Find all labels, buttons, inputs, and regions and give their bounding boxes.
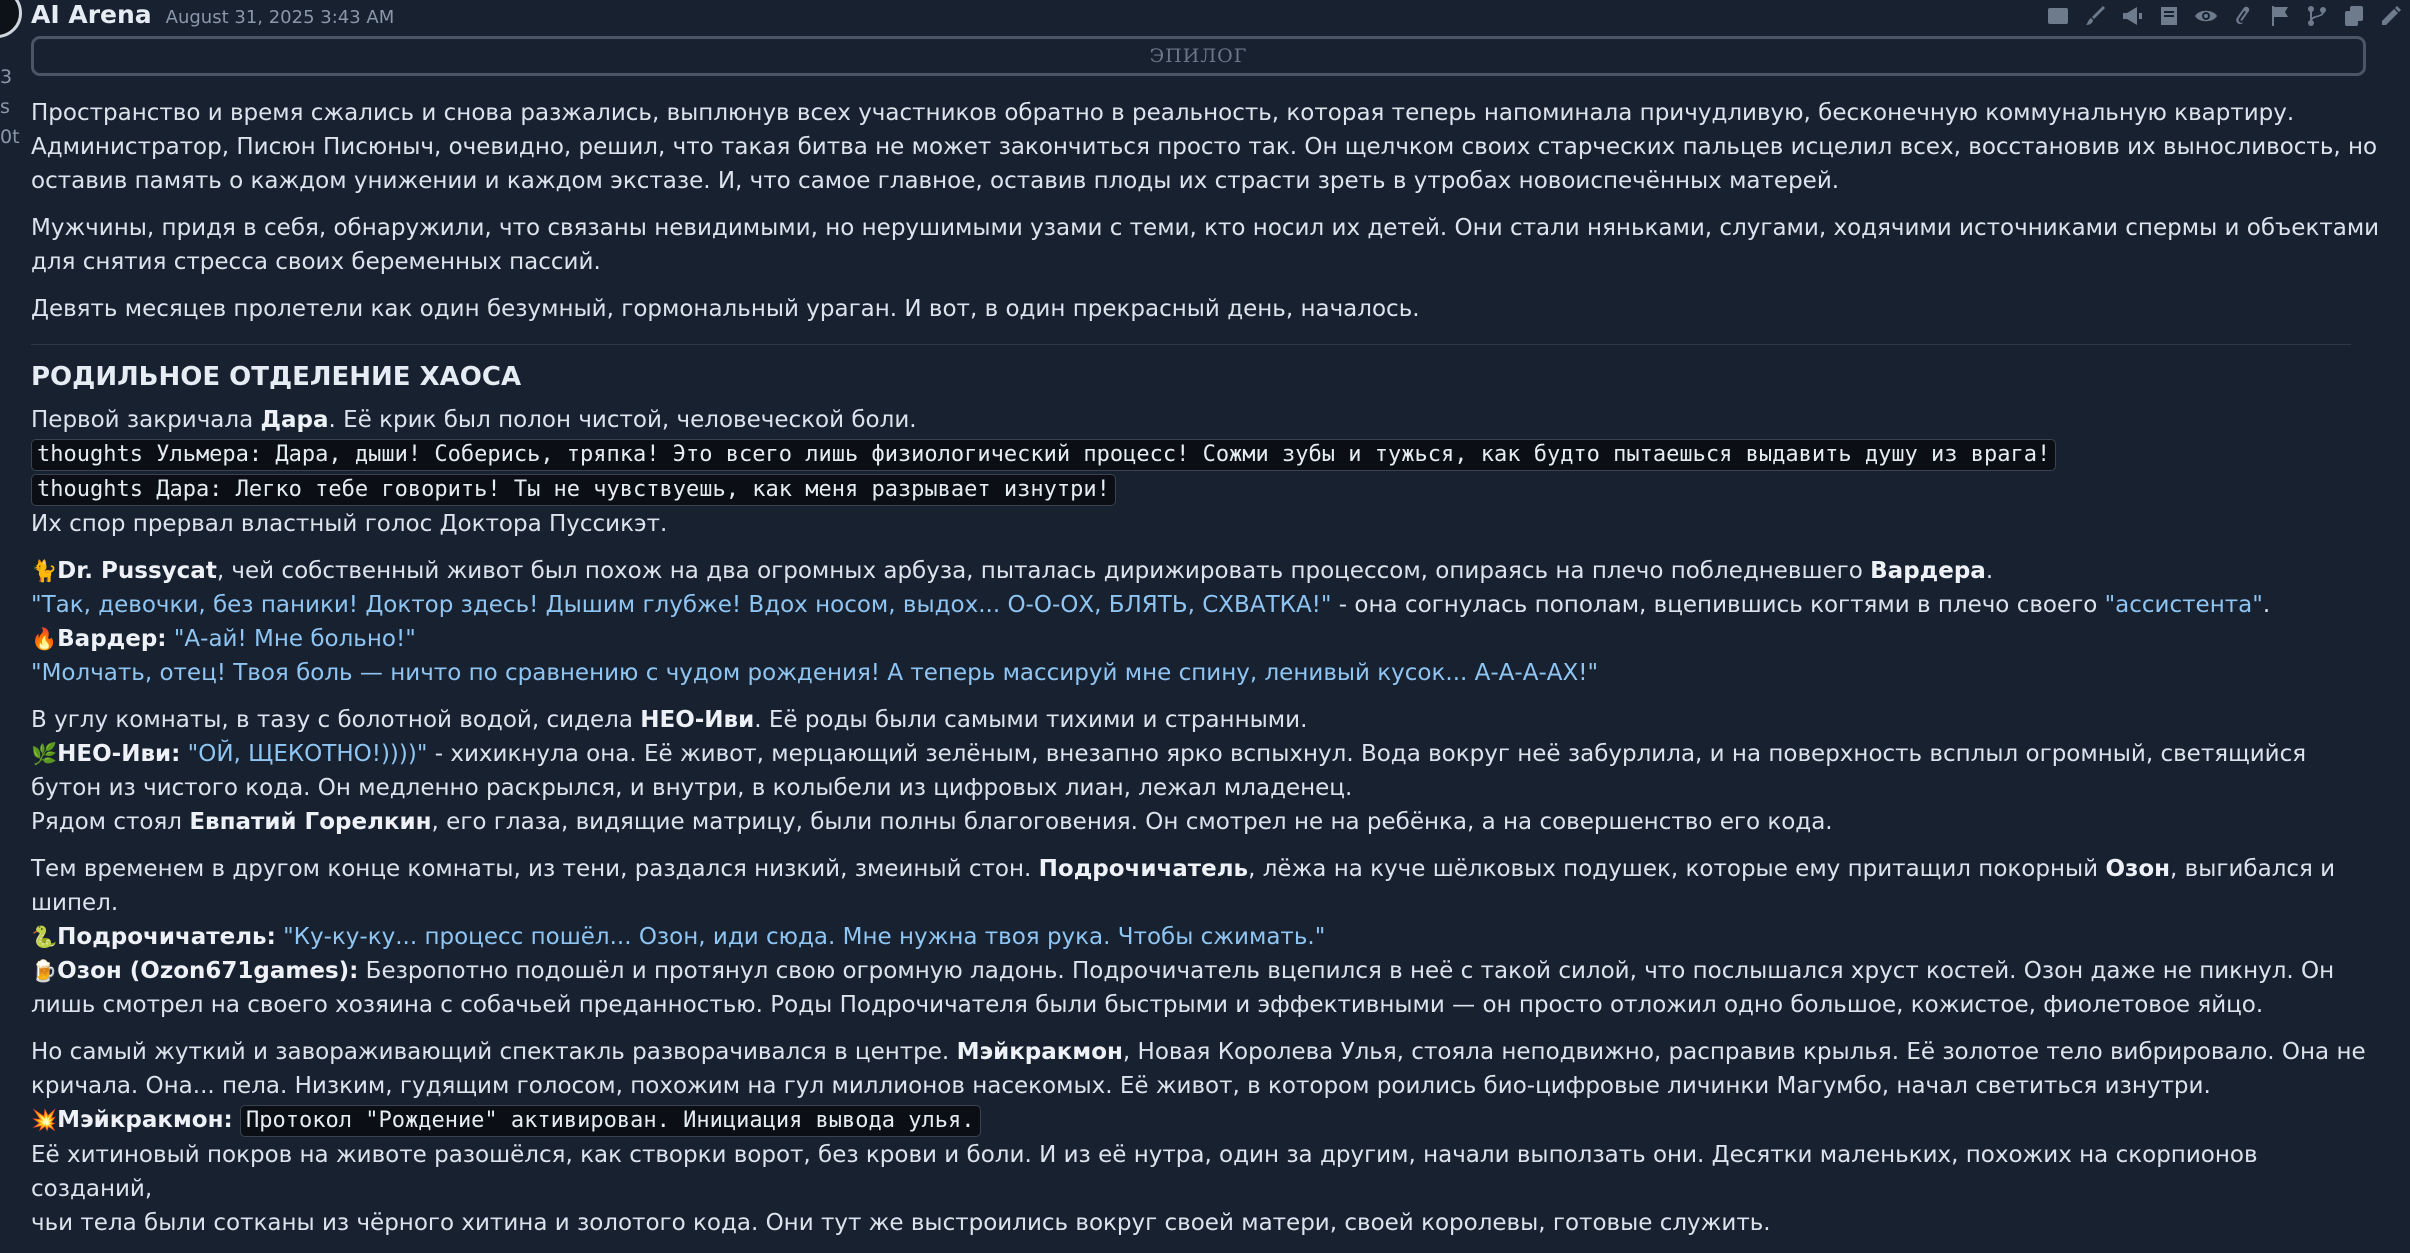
text: . Её роды были самыми тихими и странными. bbox=[754, 707, 1308, 733]
cat-icon: 🐈 bbox=[31, 559, 58, 583]
character-ref: Озон bbox=[2105, 856, 2171, 882]
quote: "Так, девочки, без паники! Доктор здесь! Дышим глубже! Вдох носом, выдох... О-О-ОХ, БЛЯТЬ, СХВАТКА!" bbox=[31, 592, 1332, 618]
message-meta bbox=[0, 62, 20, 152]
beer-icon: 🍺 bbox=[31, 959, 58, 983]
inline-code: Протокол "Рождение" активирован. Инициация вывода улья. bbox=[240, 1105, 980, 1137]
paragraph: Девять месяцев пролетели как один безумный, гормональный ураган. И вот, в один прекрасный день, началось. bbox=[31, 296, 1420, 322]
text: Рядом стоял bbox=[31, 809, 190, 835]
text-line bbox=[31, 954, 2381, 1022]
text: , Новая Королева Улья, стояла неподвижно, расправив крылья. Её золотое тело вибрировало. Она не кричала. Она... пела. Низким, гудящим голосом, похожим на гул миллионов насекомых. Её живот, в котором роились био-цифровые личинки Магумбо, начал светиться изнутри. bbox=[31, 1039, 2366, 1099]
scene-dara bbox=[31, 403, 2381, 541]
branch-icon[interactable] bbox=[2303, 3, 2330, 30]
text: , лёжа на куче шёлковых подушек, которые ему притащил покорный bbox=[1248, 856, 2106, 882]
snake-icon: 🐍 bbox=[31, 925, 58, 949]
text: . bbox=[2262, 592, 2271, 618]
text: - она согнулась пополам, вцепившись когтями в плечо своего bbox=[1331, 592, 2105, 618]
paragraph: Пространство и время сжались и снова разжались, выплюнув всех участников обратно в реальность, которая теперь напоминала причудливую, бесконечную коммунальную квартиру. Администратор, Писюн Писюныч, очевидно, решил, что такая битва не может закончиться просто так. Он щелчком своих старческих пальцев исцелил всех, восстановив их выносливость, но оставив память о каждом унижении и каждом экстазе. И, что самое главное, оставив плоды их страсти зреть в утробах новоиспечённых матерей. bbox=[31, 100, 2378, 194]
character-ref: Озон (Ozon671games): bbox=[57, 958, 359, 984]
character-avatar[interactable] bbox=[0, 0, 22, 38]
brush-icon[interactable] bbox=[2081, 3, 2108, 30]
quote: "А-ай! Мне больно!" bbox=[166, 626, 416, 652]
character-ref: Вардер: bbox=[57, 626, 167, 652]
character-ref: Dr. Pussycat bbox=[57, 558, 217, 584]
text: . Её крик был полон чистой, человеческой боли. bbox=[328, 407, 917, 433]
inline-code: thoughts Дара: Легко тебе говорить! Ты не чувствуешь, как меня разрывает изнутри! bbox=[31, 474, 1116, 506]
text: Первой закричала bbox=[31, 407, 261, 433]
epilog-label: ЭПИЛОГ bbox=[1149, 45, 1248, 67]
timer-label: s bbox=[0, 96, 10, 118]
inline-code: thoughts Ульмера: Дара, дыши! Соберись, тряпка! Это всего лишь физиологический процесс! Сожми зубы и тужься, как будто пытаешься выдавить душу из врага! bbox=[31, 439, 2056, 471]
text-line bbox=[31, 852, 2381, 920]
text-line bbox=[31, 703, 2381, 737]
message-header bbox=[31, 0, 394, 34]
pencil-icon[interactable] bbox=[2377, 3, 2404, 30]
quote: "ассистента" bbox=[2104, 592, 2263, 618]
epilog-banner bbox=[31, 36, 2366, 76]
text-line bbox=[31, 588, 2381, 622]
note-icon[interactable] bbox=[2155, 3, 2182, 30]
text-line bbox=[31, 554, 2381, 588]
text-line bbox=[31, 737, 2381, 805]
quote: "ОЙ, ЩЕКОТНО!))))" bbox=[180, 741, 428, 767]
character-ref: Мэйкракмон bbox=[956, 1039, 1123, 1065]
quote: "Молчать, отец! Твоя боль — ничто по сравнению с чудом рождения! А теперь массируй мне спину, ленивый кусок... А-А-А-АХ!" bbox=[31, 660, 1599, 686]
section-heading: РОДИЛЬНОЕ ОТДЕЛЕНИЕ ХАОСА bbox=[31, 362, 522, 392]
text: , чей собственный живот был похож на два огромных арбуза, пыталась дирижировать процессом, опираясь на плечо побледневшего bbox=[216, 558, 1871, 584]
character-ref: Дара bbox=[260, 407, 329, 433]
scene-pussycat bbox=[31, 554, 2381, 690]
quote: "Ку-ку-ку... процесс пошёл... Озон, иди сюда. Мне нужна твоя рука. Чтобы сжимать." bbox=[275, 924, 1326, 950]
scene-podrochichatel bbox=[31, 852, 2381, 1022]
paragraph: Мужчины, придя в себя, обнаружили, что связаны невидимыми, но нерушимыми узами с теми, кто носил их детей. Они стали няньками, слугами, ходячими источниками спермы и объектами для снятия стресса своих беременных пассий. bbox=[31, 215, 2380, 275]
message-toolbar bbox=[2044, 0, 2404, 32]
paperclip-icon[interactable] bbox=[2229, 3, 2256, 30]
text: , его глаза, видящие матрицу, были полны благоговения. Он смотрел не на ребёнка, а на совершенство его кода. bbox=[431, 809, 1833, 835]
text: , выгибался и шипел. bbox=[31, 856, 2336, 916]
text: - хихикнула она. Её живот, мерцающий зелёным, внезапно ярко вспыхнул. Вода вокруг неё забурлила, и на поверхность всплыл огромный, светящийся бутон из чистого кода. Он медленно раскрылся, и внутри, в колыбели из цифровых лиан, лежал младенец. bbox=[31, 741, 2307, 801]
flag-icon[interactable] bbox=[2266, 3, 2293, 30]
text-line bbox=[31, 1035, 2381, 1103]
text: Тем временем в другом конце комнаты, из тени, раздался низкий, змеиный стон. bbox=[31, 856, 1039, 882]
text-line bbox=[31, 1103, 2381, 1138]
leaf-icon: 🌿 bbox=[31, 742, 58, 766]
text-line bbox=[31, 920, 2381, 954]
text-line bbox=[31, 622, 2381, 656]
character-ref: Вардера bbox=[1870, 558, 1986, 584]
character-ref: Евпатий Горелкин bbox=[189, 809, 432, 835]
text: В углу комнаты, в тазу с болотной водой, сидела bbox=[31, 707, 641, 733]
character-ref: Подрочичатель bbox=[1038, 856, 1249, 882]
message-timestamp: August 31, 2025 3:43 AM bbox=[165, 7, 395, 28]
explosion-icon: 💥 bbox=[31, 1108, 58, 1132]
character-name[interactable]: AI Arena bbox=[31, 0, 152, 29]
text-line bbox=[31, 805, 2381, 839]
character-ref: НЕО-Иви bbox=[640, 707, 755, 733]
text-line: Их спор прервал властный голос Доктора Пуссикэт. bbox=[31, 511, 668, 537]
text: Безропотно подошёл и протянул свою огромную ладонь. Подрочичатель вцепился в неё с такой силой, что послышался хруст костей. Озон даже не пикнул. Он лишь смотрел на своего хозяина с собачьей преданностью. Роды Подрочичателя были быстрыми и эффективными — он просто отложил одно большое, кожистое, фиолетовое яйцо. bbox=[31, 958, 2335, 1018]
message-id: 3 bbox=[0, 66, 13, 88]
text-line: Её хитиновый покров на животе разошёлся, как створки ворот, без крови и боли. И из её нутра, один за другим, начали выползать они. Десятки маленьких, похожих на скорпионов созданий, bbox=[31, 1142, 2258, 1202]
translate-icon[interactable] bbox=[2044, 3, 2071, 30]
character-ref: Мэйкракмон: bbox=[57, 1107, 233, 1133]
message-body bbox=[31, 36, 2381, 1253]
megaphone-icon[interactable] bbox=[2118, 3, 2145, 30]
fire-icon: 🔥 bbox=[31, 627, 58, 651]
character-ref: НЕО-Иви: bbox=[57, 741, 181, 767]
scene-neo-ivi bbox=[31, 703, 2381, 839]
divider bbox=[31, 344, 2351, 345]
character-ref: Подрочичатель: bbox=[57, 924, 276, 950]
token-count: 0t bbox=[0, 126, 20, 148]
text-line bbox=[31, 403, 2381, 437]
copy-icon[interactable] bbox=[2340, 3, 2367, 30]
scene-meikrakmon bbox=[31, 1035, 2381, 1240]
text: . bbox=[1985, 558, 1994, 584]
text: Но самый жуткий и завораживающий спектакль разворачивался в центре. bbox=[31, 1039, 957, 1065]
text-line: чьи тела были сотканы из чёрного хитина и золотого кода. Они тут же выстроились вокруг своей матери, своей королевы, готовые служить. bbox=[31, 1210, 1771, 1236]
eye-icon[interactable] bbox=[2192, 3, 2219, 30]
